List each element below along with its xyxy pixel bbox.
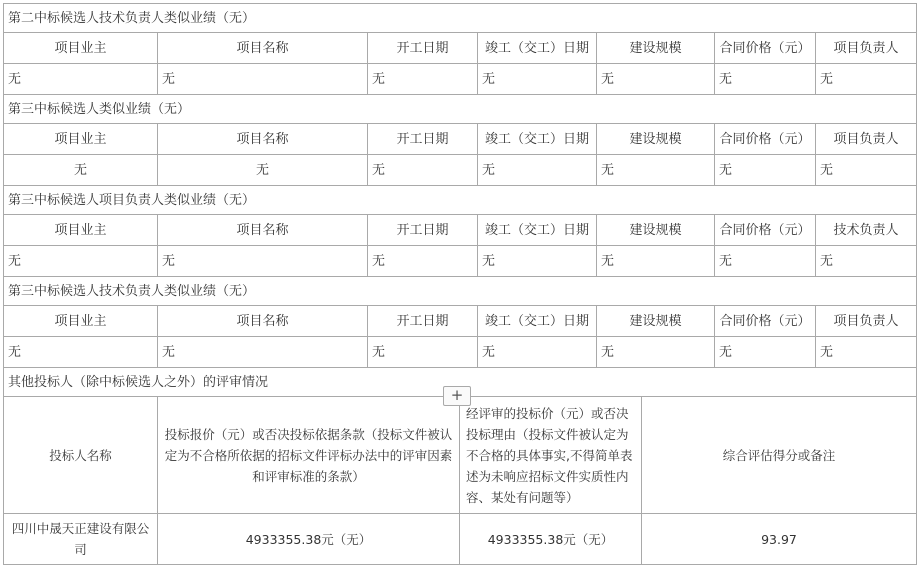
bid-results-document (3, 3, 916, 565)
results-table (3, 3, 917, 397)
header-manager: 项目负责人 (816, 124, 917, 155)
header-bidder-name: 投标人名称 (4, 397, 158, 514)
header-scale: 建设规模 (597, 124, 715, 155)
header-evaluated-price: 经评审的投标价（元）或否决投标理由（投标文件被认定为不合格的具体事实,不得简单表述为未响应招标文件实质性内容、某处有问题等） (460, 397, 642, 514)
header-owner: 项目业主 (4, 33, 158, 64)
cell-scale: 无 (597, 64, 715, 95)
header-manager: 项目负责人 (816, 306, 917, 337)
cell-project-name: 无 (158, 64, 368, 95)
header-completion-date: 竣工（交工）日期 (478, 124, 597, 155)
header-contract-price: 合同价格（元） (715, 306, 816, 337)
header-start-date: 开工日期 (368, 124, 478, 155)
header-contract-price: 合同价格（元） (715, 215, 816, 246)
section-title: 第三中标候选人类似业绩（无） (4, 95, 917, 124)
cell-owner: 无 (4, 155, 158, 186)
section-title: 第二中标候选人技术负责人类似业绩（无） (4, 4, 917, 33)
cell-scale: 无 (597, 337, 715, 368)
cell-start-date: 无 (368, 246, 478, 277)
cell-owner: 无 (4, 246, 158, 277)
cell-contract-price: 无 (715, 155, 816, 186)
other-bidders-title: 其他投标人（除中标候选人之外）的评审情况 (4, 368, 917, 397)
header-scale: 建设规模 (597, 215, 715, 246)
cell-completion-date: 无 (478, 337, 597, 368)
header-contract-price: 合同价格（元） (715, 124, 816, 155)
header-start-date: 开工日期 (368, 215, 478, 246)
header-owner: 项目业主 (4, 124, 158, 155)
cell-project-name: 无 (158, 155, 368, 186)
cell-manager: 无 (816, 337, 917, 368)
header-score: 综合评估得分或备注 (642, 397, 917, 514)
header-contract-price: 合同价格（元） (715, 33, 816, 64)
cell-scale: 无 (597, 246, 715, 277)
expand-plus-button[interactable]: + (443, 386, 471, 406)
header-start-date: 开工日期 (368, 33, 478, 64)
header-tech-lead: 技术负责人 (816, 215, 917, 246)
header-project-name: 项目名称 (158, 306, 368, 337)
cell-evaluated-price: 4933355.38元（无） (460, 514, 642, 565)
cell-contract-price: 无 (715, 64, 816, 95)
header-project-name: 项目名称 (158, 124, 368, 155)
header-manager: 项目负责人 (816, 33, 917, 64)
cell-score: 93.97 (642, 514, 917, 565)
cell-contract-price: 无 (715, 246, 816, 277)
cell-project-name: 无 (158, 246, 368, 277)
header-bid-price: 投标报价（元）或否决投标依据条款（投标文件被认定为不合格所依据的招标文件评标办法中的评审因素和评审标准的条款） (158, 397, 460, 514)
header-completion-date: 竣工（交工）日期 (478, 215, 597, 246)
header-owner: 项目业主 (4, 306, 158, 337)
cell-completion-date: 无 (478, 155, 597, 186)
header-project-name: 项目名称 (158, 215, 368, 246)
cell-owner: 无 (4, 337, 158, 368)
cell-bid-price: 4933355.38元（无） (158, 514, 460, 565)
cell-start-date: 无 (368, 64, 478, 95)
cell-start-date: 无 (368, 337, 478, 368)
cell-contract-price: 无 (715, 337, 816, 368)
cell-scale: 无 (597, 155, 715, 186)
header-completion-date: 竣工（交工）日期 (478, 306, 597, 337)
header-project-name: 项目名称 (158, 33, 368, 64)
cell-project-name: 无 (158, 337, 368, 368)
cell-manager: 无 (816, 155, 917, 186)
header-scale: 建设规模 (597, 306, 715, 337)
header-completion-date: 竣工（交工）日期 (478, 33, 597, 64)
section-title: 第三中标候选人技术负责人类似业绩（无） (4, 277, 917, 306)
cell-manager: 无 (816, 64, 917, 95)
header-owner: 项目业主 (4, 215, 158, 246)
cell-completion-date: 无 (478, 64, 597, 95)
section-title: 第三中标候选人项目负责人类似业绩（无） (4, 186, 917, 215)
cell-completion-date: 无 (478, 246, 597, 277)
cell-owner: 无 (4, 64, 158, 95)
other-bidders-table (3, 396, 917, 565)
cell-bidder-name: 四川中晟天正建设有限公司 (4, 514, 158, 565)
header-start-date: 开工日期 (368, 306, 478, 337)
cell-tech-lead: 无 (816, 246, 917, 277)
cell-start-date: 无 (368, 155, 478, 186)
header-scale: 建设规模 (597, 33, 715, 64)
